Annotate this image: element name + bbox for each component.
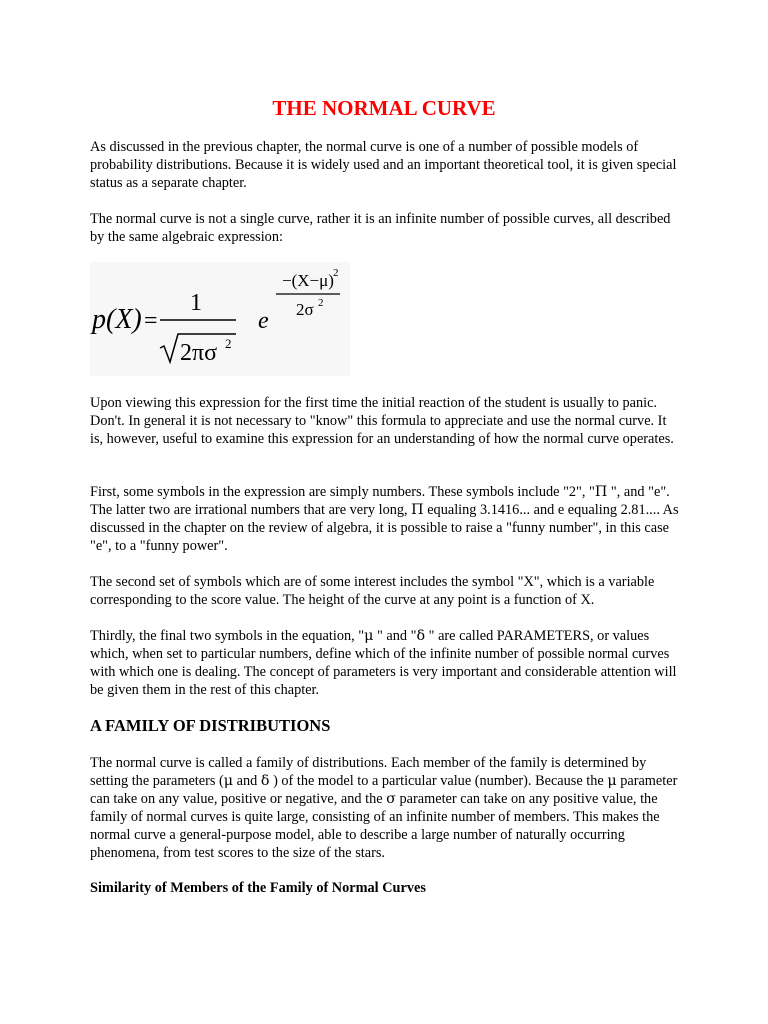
section-heading-family: A FAMILY OF DISTRIBUTIONS [90,716,331,735]
pi-symbol: Π [411,502,424,518]
normal-curve-formula [90,262,350,376]
symbols-text-1: First, some symbols in the expression are simply numbers. These symbols include "2", " [90,484,595,500]
family-paragraph [90,754,682,862]
parameters-text-2: " and " [373,628,417,644]
formula-denominator-exponent: 2 [225,336,232,351]
symbols-text-3: equaling 3.1416... and e equaling 2.81.... As discussed in the chapter on the review of algebra, it is possible to raise a "funny number", in this case "e", to a "funny power". [90,502,679,554]
mu-symbol: μ [364,628,374,644]
formula-exp-numerator-power: 2 [333,267,339,279]
family-text-1: The normal curve is called a family of distributions. Each member of the family is determined by setting the parameters ( [90,755,647,789]
family-text-5: parameter can take on any positive value, the family of normal curves is quite large, consisting of an infinite number of members. This makes the normal curve a general-purpose model, able to describe a large number of naturally occurring phenomena, from test scores to the size of the stars. [90,791,660,861]
formula-equals: = [144,308,158,334]
symbols-paragraph [90,483,682,555]
formula-denominator: 2πσ [180,340,218,366]
sigma-symbol: σ [386,791,396,807]
delta-symbol: δ [416,628,426,644]
symbols-text-2: ", and "e". The latter two are irrational numbers that are very long, [90,484,670,518]
intro-paragraph-2: The normal curve is not a single curve, rather it is an infinite number of possible curves, all described by the same algebraic expression: [90,211,671,245]
pi-symbol: Π [594,484,608,500]
intro-paragraph-1: As discussed in the previous chapter, the normal curve is one of a number of possible models of probability distributions. Because it is widely used and an important theoretical tool, it is given special status as a separate chapter. [90,139,677,191]
family-text-3: ) of the model to a particular value (number). Because the [269,773,608,789]
formula-exp-denominator-power: 2 [318,297,324,309]
formula-numerator: 1 [190,290,202,316]
formula-exp-numerator: −(X−μ) [282,271,334,290]
delta-symbol: δ [260,773,270,789]
parameters-text-1: Thirdly, the final two symbols in the equation, " [90,628,365,644]
mu-symbol: μ [223,773,234,789]
page-title: THE NORMAL CURVE [272,96,496,120]
family-text-2: and [233,773,261,789]
formula-exp-denominator: 2σ [296,300,314,319]
family-text-4: parameter can take on any value, positive or negative, and the [90,773,678,807]
panic-paragraph: Upon viewing this expression for the first time the initial reaction of the student is usually to panic. Don't. In general it is not necessary to "know" this formula to appreciate and use the normal curve. It is, however, useful to examine this expression for an understanding of how the normal curve operates. [90,395,674,447]
formula-base-e: e [258,308,269,334]
subsection-heading-similarity: Similarity of Members of the Family of Normal Curves [90,880,426,896]
parameters-text-3: " are called PARAMETERS, or values which, when set to particular numbers, define which of the infinite number of possible normal curves with which one is dealing. The concept of parameters is very important and considerable attention will be given them in the rest of this chapter. [90,628,677,698]
parameters-paragraph [90,627,682,699]
second-symbols-paragraph: The second set of symbols which are of some interest includes the symbol "X", which is a variable corresponding to the score value. The height of the curve at any point is a function of X. [90,574,655,608]
mu-symbol: μ [607,773,617,789]
formula-lhs: p(X) [92,304,142,335]
